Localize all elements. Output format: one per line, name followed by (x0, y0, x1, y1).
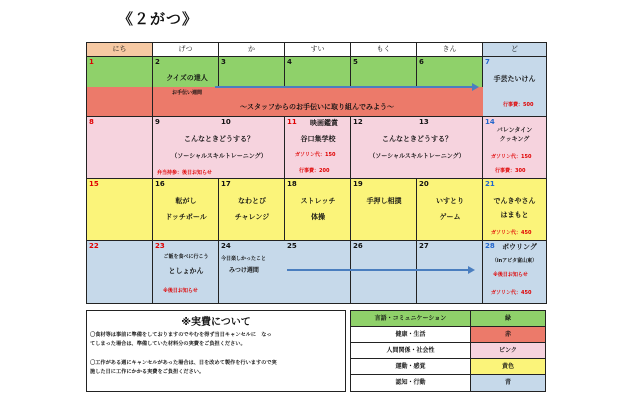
event-23-line1: ご飯を食べに行こう (163, 254, 209, 260)
event-18-line2: 体操 (311, 213, 325, 221)
event-bowling-note: ※後日お知らせ (493, 272, 528, 278)
notes-title: ※実費について (181, 317, 251, 328)
weekday-sat: ど (483, 43, 546, 57)
day-16[interactable] (153, 179, 219, 241)
event-quiz: クイズの達人 (166, 74, 208, 82)
event-school: 谷口集学校 (300, 135, 336, 143)
day-number: 25 (287, 242, 297, 250)
day-number: 16 (155, 180, 165, 188)
day-number: 4 (287, 58, 292, 66)
legend-color: 緑 (504, 315, 511, 322)
note-2-line2: 施した日に工作にかかる実費をご負担ください。 (90, 369, 205, 375)
weekday-fri: きん (417, 43, 483, 57)
event-23-note: ※後日お知らせ (163, 288, 198, 294)
day-number: 9 (155, 118, 160, 126)
day-14[interactable] (483, 117, 546, 179)
day-number: 2 (155, 58, 160, 66)
weekday-thu: もく (351, 43, 417, 57)
helper-banner: ～スタッフからのお手伝いに取り組んでみよう～ (240, 103, 394, 111)
day-number: 28 (485, 242, 495, 250)
event-20-line2: ゲーム (439, 213, 461, 221)
day-number: 26 (353, 242, 363, 250)
event-16-line2: ドッチボール (165, 213, 207, 221)
legend-color: 黄色 (471, 359, 545, 374)
day-number: 15 (89, 180, 99, 188)
day-7[interactable] (483, 57, 546, 117)
day-5[interactable] (351, 57, 417, 87)
day-number: 27 (419, 242, 429, 250)
day-3[interactable] (219, 57, 285, 87)
event-24-line1: 今日楽しかったこと (221, 256, 267, 262)
legend-row (351, 359, 545, 375)
event-bowling: ボウリング (502, 243, 537, 251)
day-number: 14 (485, 118, 495, 126)
legend-category: 言語・コミュニケーション (351, 311, 471, 326)
event-fee: 行事費：200 (299, 168, 330, 174)
event-gas: ガソリン代：150 (491, 154, 532, 160)
event-valentine-1: バレンタイン (496, 127, 533, 134)
day-number: 6 (419, 58, 424, 66)
event-24-line2: みつけ週間 (229, 267, 259, 274)
day-number: 1 (89, 58, 94, 66)
note-2-line1: 〇工作がある週にキャンセルがあった場合は、日を改めて製作を行いますので実 (90, 360, 277, 366)
day-15[interactable] (87, 179, 153, 241)
legend-category: 人間関係・社会性 (351, 343, 471, 358)
legend-color: 青 (471, 375, 545, 391)
day-number: 3 (221, 58, 226, 66)
legend-color: ピンク (471, 343, 545, 358)
day-12[interactable] (351, 117, 417, 179)
event-sst-sub-2: （ソーシャルスキルトレーニング） (369, 153, 465, 160)
day-4[interactable] (285, 57, 351, 87)
day-20[interactable] (417, 179, 483, 241)
day-10[interactable] (219, 117, 285, 179)
event-handicraft: 手芸たいけん (493, 75, 536, 83)
event-movie: 映画鑑賞 (310, 119, 338, 127)
event-fee: 行事費：500 (503, 102, 534, 108)
event-gas: ガソリン代：150 (295, 152, 336, 158)
day-number: 13 (419, 118, 429, 126)
day-23[interactable] (153, 241, 219, 303)
day-number: 23 (155, 242, 165, 250)
day-number: 7 (485, 58, 490, 66)
day-number: 8 (89, 118, 94, 126)
day-1[interactable] (87, 57, 153, 117)
note-1-line2: てしまった場合は、準備していた材料分の実費をご負担ください。 (90, 341, 246, 347)
day-25[interactable] (285, 241, 351, 303)
day-number: 12 (353, 118, 363, 126)
event-19: 手押し相撲 (366, 197, 402, 205)
day-number: 5 (353, 58, 358, 66)
day-11[interactable] (285, 117, 351, 179)
week4-arrow (287, 269, 469, 271)
event-23-line2: としょかん (168, 267, 204, 275)
legend-row (351, 327, 545, 343)
event-16-line1: 転がし (175, 197, 197, 205)
legend-color: 赤 (471, 327, 545, 342)
day-number: 18 (287, 180, 297, 188)
day-26[interactable] (351, 241, 417, 303)
day-28[interactable] (483, 241, 546, 303)
legend-row (351, 375, 545, 391)
weekday-wed: すい (285, 43, 351, 57)
event-gas: ガソリン代：450 (491, 290, 532, 296)
weekday-tue: か (219, 43, 285, 57)
event-18-line1: ストレッチ (300, 197, 336, 205)
day-8[interactable] (87, 117, 153, 179)
day-number: 17 (221, 180, 231, 188)
lunch-note: 弁当持参：後日お知らせ (157, 170, 212, 176)
event-sst-sub-1: （ソーシャルスキルトレーニング） (171, 153, 267, 160)
day-17[interactable] (219, 179, 285, 241)
event-fee: 行事費：300 (495, 168, 526, 174)
note-1-line1: 〇食材等は事前に準備をしておりますのでやむを得ず当日キャンセルに なっ (90, 332, 272, 338)
legend-category: 健康・生活 (351, 327, 471, 342)
calendar (86, 42, 547, 304)
day-18[interactable] (285, 179, 351, 241)
helper-week-arrow (215, 86, 473, 88)
event-17-line2: チャレンジ (234, 213, 270, 221)
day-number: 10 (221, 118, 231, 126)
event-bowling-place: （inアピタ富山東） (491, 258, 538, 264)
day-22[interactable] (87, 241, 153, 303)
event-21-line2: はまもと (500, 211, 529, 219)
day-number: 21 (485, 180, 495, 188)
event-17-line1: なわとび (238, 197, 266, 205)
legend-row (351, 343, 545, 359)
day-number: 22 (89, 242, 99, 250)
day-number: 24 (221, 242, 231, 250)
expense-notes (86, 310, 346, 392)
day-number: 20 (419, 180, 429, 188)
day-13[interactable] (417, 117, 483, 179)
event-21-line1: でんきやさん (493, 197, 536, 205)
color-legend (350, 310, 546, 392)
event-helper-week: お手伝い週間 (171, 90, 202, 96)
day-19[interactable] (351, 179, 417, 241)
day-21[interactable] (483, 179, 546, 241)
event-valentine-2: クッキング (499, 136, 530, 143)
weekday-sun: にち (87, 43, 153, 57)
event-sst-title-1: こんなときどうする？ (184, 135, 254, 143)
legend-category: 認知・行動 (351, 375, 471, 391)
event-gas: ガソリン代：450 (491, 230, 532, 236)
legend-row (351, 311, 545, 327)
page-title: 《２がつ》 (118, 10, 199, 28)
day-number: 19 (353, 180, 363, 188)
weekday-mon: げつ (153, 43, 219, 57)
day-number: 11 (287, 118, 297, 126)
event-sst-title-2: こんなときどうする？ (382, 135, 452, 143)
legend-category: 運動・感覚 (351, 359, 471, 374)
event-20-line1: いすとり (436, 197, 464, 205)
